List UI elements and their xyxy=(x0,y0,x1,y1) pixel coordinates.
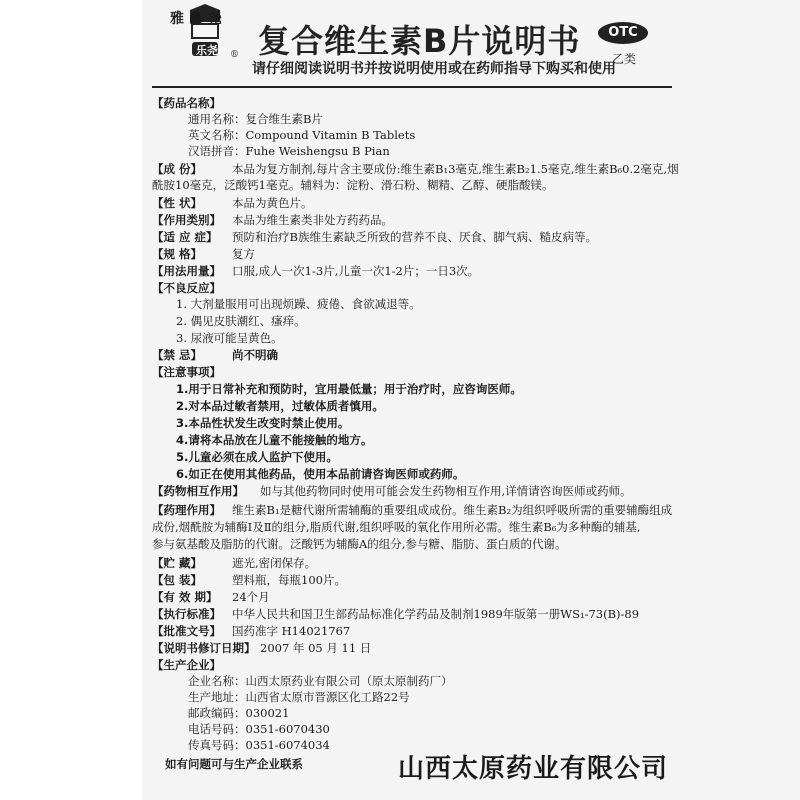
category-label: 【作用类别】 xyxy=(152,213,221,227)
footer-company-name: 山西太原药业有限公司 xyxy=(398,754,669,784)
page-title: 复合维生素B片说明书 xyxy=(258,22,581,60)
precaution-item-2: 2.对本品过敏者禁用，过敏体质者慎用。 xyxy=(176,399,384,413)
pharmacology-line1: 维生素B₁是糖代谢所需辅酶的重要组成成份。维生素B₂为组织呼吸所需的重要辅酶组成 xyxy=(232,503,673,517)
section-category xyxy=(152,213,393,228)
package-text: 塑料瓶，每瓶100片。 xyxy=(232,573,346,587)
section-dosage xyxy=(152,264,479,279)
ingredients-line1: 本品为复方制剂,每片含主要成份:维生素B₁3毫克,维生素B₂1.5毫克,维生素B₆0.2毫克,烟 xyxy=(232,162,679,176)
indication-text: 预防和治疗B族维生素缺乏所致的营养不良、厌食、脚气病、糙皮病等。 xyxy=(232,230,597,244)
section-approval xyxy=(152,624,350,639)
otc-class-label: 乙类 xyxy=(612,52,637,66)
section-contra xyxy=(152,348,278,363)
generic-name: 通用名称：复合维生素B片 xyxy=(188,112,323,126)
section-ingredients xyxy=(152,162,679,177)
manufacturer-label: 【生产企业】 xyxy=(152,658,221,672)
manufacturer-phone: 电话号码：0351-6070430 xyxy=(188,722,330,736)
pinyin-name: 汉语拼音：Fuhe Weishengsu B Pian xyxy=(188,144,390,158)
revision-label: 【说明书修订日期】 xyxy=(152,641,256,655)
dosage-text: 口服,成人一次1-3片,儿童一次1-2片；一日3次。 xyxy=(232,264,480,278)
spec-label: 【规 格】 xyxy=(152,247,203,261)
standard-text: 中华人民共和国卫生部药品标准化学药品及制剂1989年版第一册WS₁-73(B)-89 xyxy=(232,607,640,621)
section-standard xyxy=(152,607,639,622)
package-label: 【包 装】 xyxy=(152,573,203,587)
logo-top-text: 雅 ☗ 尧 xyxy=(170,11,222,27)
revision-text: 2007 年 05 月 11 日 xyxy=(260,641,372,655)
adverse-item-1: 1. 大剂量服用可出现烦躁、疲倦、食欲减退等。 xyxy=(176,297,421,311)
category-text: 本品为维生素类非处方药药品。 xyxy=(232,213,393,227)
pharmacology-line3: 参与氨基酸及脂肪的代谢。泛酸钙为辅酶A的组分,参与糖、脂肪、蛋白质的代谢。 xyxy=(152,537,567,551)
pharmacology-line2: 成份,烟酰胺为辅酶Ⅰ及Ⅱ的组分,脂质代谢,组织呼吸的氧化作用所必需。维生素B₆为多种酶的辅基, xyxy=(152,520,641,534)
storage-label: 【贮 藏】 xyxy=(152,556,203,570)
approval-label: 【批准文号】 xyxy=(152,624,221,638)
section-validity xyxy=(152,590,270,605)
reading-instruction: 请仔细阅读说明书并按说明使用或在药师指导下购买和使用 xyxy=(252,61,616,77)
standard-label: 【执行标准】 xyxy=(152,607,221,621)
section-package xyxy=(152,573,346,588)
section-name-label: 【药品名称】 xyxy=(152,96,221,110)
character-text: 本品为黄色片。 xyxy=(232,196,313,210)
precaution-item-6: 6.如正在使用其他药品，使用本品前请咨询医师或药师。 xyxy=(176,467,465,481)
adverse-item-2: 2. 偶见皮肤潮红、瘙痒。 xyxy=(176,314,306,328)
adverse-item-3: 3. 尿液可能呈黄色。 xyxy=(176,331,283,345)
contra-label: 【禁 忌】 xyxy=(152,348,203,362)
header-divider xyxy=(152,86,672,88)
adverse-label: 【不良反应】 xyxy=(152,281,221,295)
storage-text: 遮光,密闭保存。 xyxy=(232,556,317,570)
ingredients-label: 【成 份】 xyxy=(152,162,203,176)
english-name: 英文名称：Compound Vitamin B Tablets xyxy=(188,128,416,142)
indication-label: 【适 应 症】 xyxy=(152,230,218,244)
contra-text: 尚不明确 xyxy=(232,348,278,362)
manufacturer-address: 生产地址：山西省太原市晋源区化工路22号 xyxy=(188,690,410,704)
precaution-item-4: 4.请将本品放在儿童不能接触的地方。 xyxy=(176,433,373,447)
validity-text: 24个月 xyxy=(232,590,270,604)
section-revision xyxy=(152,641,371,656)
section-pharmacology xyxy=(152,503,672,518)
brand-logo xyxy=(170,4,244,64)
pharmacology-label: 【药理作用】 xyxy=(152,503,221,517)
interaction-label: 【药物相互作用】 xyxy=(152,484,244,498)
section-storage xyxy=(152,556,316,571)
manufacturer-postcode: 邮政编码：030021 xyxy=(188,706,290,720)
section-character xyxy=(152,196,313,211)
precaution-item-1: 1.用于日常补充和预防时，宜用最低量；用于治疗时，应咨询医师。 xyxy=(176,382,522,396)
section-spec xyxy=(152,247,255,262)
ingredients-line2: 酰胺10毫克，泛酸钙1毫克。辅料为：淀粉、滑石粉、糊精、乙醇、硬脂酸镁。 xyxy=(152,178,554,192)
logo-bottom-text: 乐尧 xyxy=(196,44,218,57)
section-interaction xyxy=(152,484,632,499)
interaction-text: 如与其他药物同时使用可能会发生药物相互作用,详情请咨询医师或药师。 xyxy=(260,484,632,498)
section-indication xyxy=(152,230,597,245)
manufacturer-company: 企业名称：山西太原药业有限公司（原太原制药厂） xyxy=(188,674,453,688)
precaution-item-3: 3.本品性状发生改变时禁止使用。 xyxy=(176,416,350,430)
precautions-label: 【注意事项】 xyxy=(152,365,221,379)
approval-text: 国药准字 H14021767 xyxy=(232,624,351,638)
precaution-item-5: 5.儿童必须在成人监护下使用。 xyxy=(176,450,338,464)
registered-mark: ® xyxy=(230,50,239,60)
manufacturer-fax: 传真号码：0351-6074034 xyxy=(188,738,330,752)
character-label: 【性 状】 xyxy=(152,196,203,210)
contact-note: 如有问题可与生产企业联系 xyxy=(165,757,303,771)
spec-text: 复方 xyxy=(232,247,255,261)
otc-badge: OTC xyxy=(598,22,648,44)
dosage-label: 【用法用量】 xyxy=(152,264,221,278)
validity-label: 【有 效 期】 xyxy=(152,590,218,604)
